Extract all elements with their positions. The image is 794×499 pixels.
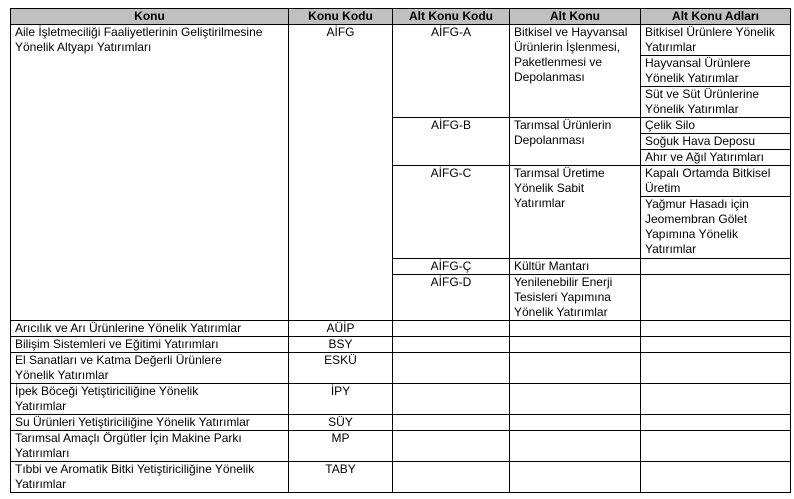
table-row [11, 321, 791, 337]
topic-name: İpek Böceği Yetiştiriciliğine Yönelik Yatırımlar [11, 384, 289, 415]
subtopic-item: Hayvansal Ürünlere Yönelik Yatırımlar [641, 55, 790, 86]
subtopic-name: Tarımsal Ürünlerin Depolanması [510, 118, 641, 166]
topic-code: TABY [289, 462, 393, 493]
table-row [11, 431, 791, 462]
subtopic-code: AİFG-C [393, 166, 510, 259]
subtopic-item: Süt ve Süt Ürünlerine Yönelik Yatırımlar [641, 86, 790, 117]
subtopic-code: AİFG-B [393, 118, 510, 166]
header-konu: Konu [11, 9, 289, 25]
topic-name: Tarımsal Amaçlı Örgütler İçin Makine Parkı Yatırımları [11, 431, 289, 462]
topic-code: AİFG [289, 25, 393, 321]
subtopic-name: Kültür Mantarı [510, 259, 641, 275]
subtopic-item: Kapalı Ortamda Bitkisel Üretim [645, 166, 771, 195]
subtopic-item: Yağmur Hasadı için Jeomembran Gölet Yapımına Yönelik Yatırımlar [641, 196, 790, 257]
subtopic-items [641, 25, 791, 118]
topic-code: SÜY [289, 415, 393, 431]
subtopic-code: AİFG-A [393, 25, 510, 118]
topic-code: AÜİP [289, 321, 393, 337]
subtopic-items-empty [641, 275, 791, 321]
topic-code: MP [289, 431, 393, 462]
table-row [11, 337, 791, 353]
topic-name: El Sanatları ve Katma Değerli Ürünlere Yönelik Yatırımlar [11, 353, 289, 384]
topic-name: Arıcılık ve Arı Ürünlerine Yönelik Yatırımlar [11, 321, 289, 337]
header-alt-konu: Alt Konu [510, 9, 641, 25]
table-row [11, 25, 791, 118]
subtopic-items [641, 166, 791, 259]
subtopic-item: Ahır ve Ağıl Yatırımları [641, 149, 790, 165]
table-row [11, 384, 791, 415]
subtopic-name: Bitkisel ve Hayvansal Ürünlerin İşlenmesi, Paketlenmesi ve Depolanması [510, 25, 641, 118]
subtopic-name: Tarımsal Üretime Yönelik Sabit Yatırımlar [510, 166, 641, 259]
header-alt-konu-adlari: Alt Konu Adları [641, 9, 791, 25]
table-row [11, 415, 791, 431]
subtopic-items [641, 118, 791, 166]
subtopic-code: AİFG-Ç [393, 259, 510, 275]
subtopic-item: Çelik Silo [645, 118, 696, 132]
topic-code: İPY [289, 384, 393, 415]
topic-code: ESKÜ [289, 353, 393, 384]
subtopic-name: Yenilenebilir Enerji Tesisleri Yapımına Yönelik Yatırımlar [510, 275, 641, 321]
header-alt-konu-kodu: Alt Konu Kodu [393, 9, 510, 25]
subtopic-item: Bitkisel Ürünlere Yönelik Yatırımlar [645, 25, 775, 54]
table-row [11, 462, 791, 493]
topic-name: Bilişim Sistemleri ve Eğitimi Yatırımları [11, 337, 289, 353]
header-row [11, 9, 791, 25]
header-konu-kodu: Konu Kodu [289, 9, 393, 25]
topic-name: Aile İşletmeciliği Faaliyetlerinin Geliştirilmesine Yönelik Altyapı Yatırımları [11, 25, 289, 321]
subtopic-code: AİFG-D [393, 275, 510, 321]
topic-code: BSY [289, 337, 393, 353]
subtopic-item: Soğuk Hava Deposu [641, 133, 790, 149]
topic-name: Su Ürünleri Yetiştiriciliğine Yönelik Yatırımlar [11, 415, 289, 431]
topic-name: Tıbbi ve Aromatik Bitki Yetiştiriciliğine Yönelik Yatırımlar [11, 462, 289, 493]
table-row [11, 353, 791, 384]
subtopic-items-empty [641, 259, 791, 275]
topics-table [10, 8, 791, 493]
